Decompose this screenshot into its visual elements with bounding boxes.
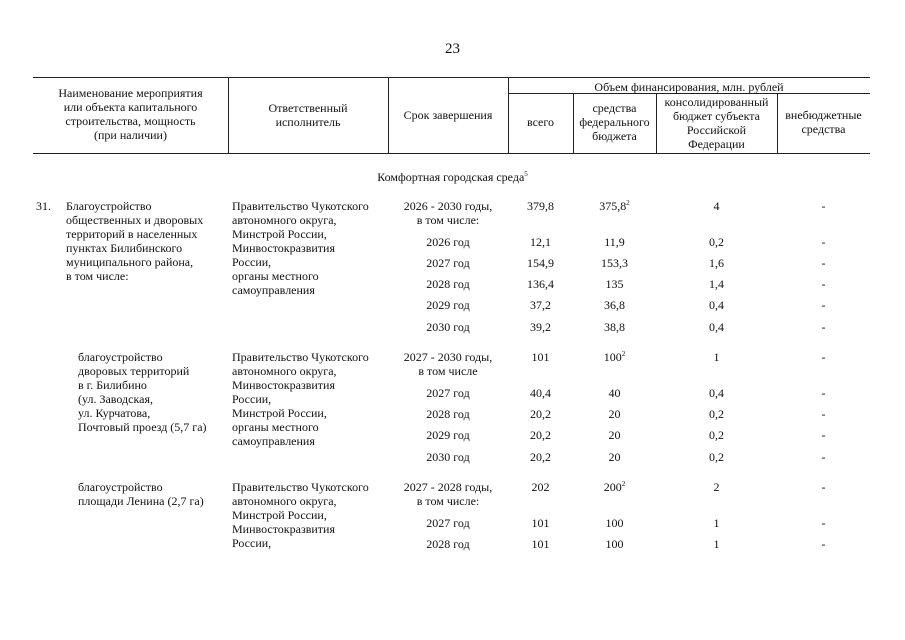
year-consolidated: 1,6	[709, 256, 724, 270]
year-federal: 135	[605, 277, 624, 291]
year-consolidated: 0,2	[709, 428, 724, 442]
row-total-federal: $200^2$	[603, 480, 626, 494]
year-offbudget: -	[821, 407, 826, 421]
section-title: Комфортная городская среда$^5$	[377, 170, 528, 184]
row-number: 31.	[36, 199, 51, 213]
row-name: благоустройство дворовых территорий в г. Билибино (ул. Заводская, ул. Курчатова, Почтовый проезд (5,7 га)	[78, 350, 207, 434]
year-offbudget: -	[821, 516, 826, 530]
year-label: 2026 год	[426, 235, 470, 249]
federal-footnote: 2	[626, 199, 630, 207]
header-offbudget: внебюджетные средства	[785, 108, 862, 136]
year-offbudget: -	[821, 298, 826, 312]
year-all: 20,2	[530, 450, 551, 464]
year-offbudget: -	[821, 386, 826, 400]
year-federal: 40	[608, 386, 621, 400]
row-name: Благоустройство общественных и дворовых территорий в населенных пунктах Билибинского муниципального района, в том числе:	[66, 199, 204, 283]
header-federal: средства федерального бюджета	[579, 101, 650, 143]
year-offbudget: -	[821, 537, 826, 551]
row-total-federal: $100^2$	[603, 350, 626, 364]
year-offbudget: -	[821, 450, 826, 464]
year-all: 136,4	[527, 277, 554, 291]
row-period: 2026 - 2030 годы, в том числе:	[403, 199, 493, 227]
year-all: 12,1	[530, 235, 551, 249]
year-label: 2029 год	[426, 298, 470, 312]
year-label: 2028 год	[426, 277, 470, 291]
year-federal: 20	[608, 428, 621, 442]
year-federal: 20	[608, 407, 621, 421]
federal-footnote: 2	[621, 350, 626, 358]
year-federal: 100	[605, 516, 624, 530]
row-period: 2027 - 2028 годы, в том числе:	[403, 480, 493, 508]
row-executor: Правительство Чукотского автономного округа, Минвостокразвития России, Минстрой России, органы местного самоуправления	[232, 350, 369, 448]
row-total-all: 379,8	[527, 199, 554, 213]
row-total-federal: 375,8$^2$	[599, 199, 630, 213]
year-offbudget: -	[821, 428, 826, 442]
year-label: 2029 год	[426, 428, 470, 442]
header-executor: Ответственный исполнитель	[268, 101, 348, 129]
year-all: 20,2	[530, 428, 551, 442]
year-federal: 20	[608, 450, 621, 464]
year-federal: 153,3	[601, 256, 628, 270]
year-offbudget: -	[821, 235, 826, 249]
year-all: 154,9	[527, 256, 554, 270]
row-executor: Правительство Чукотского автономного округа, Минстрой России, Минвостокразвития России,	[232, 480, 369, 550]
year-label: 2027 год	[426, 256, 470, 270]
row-total-offbudget: -	[821, 199, 826, 213]
year-consolidated: 1	[713, 516, 720, 530]
header-bottom-rule	[33, 153, 870, 154]
header-name: Наименование мероприятия или объекта капитального строительства, мощность (при наличии)	[58, 86, 203, 142]
year-label: 2028 год	[426, 537, 470, 551]
row-total-all: 202	[531, 480, 550, 494]
year-federal: 100	[605, 537, 624, 551]
section-footnote: 5	[524, 170, 528, 178]
year-all: 101	[531, 516, 550, 530]
year-federal: 36,8	[604, 298, 625, 312]
row-total-consolidated: 1	[713, 350, 720, 364]
year-label: 2030 год	[426, 450, 470, 464]
year-all: 37,2	[530, 298, 551, 312]
year-all: 20,2	[530, 407, 551, 421]
year-offbudget: -	[821, 256, 826, 270]
page-number: 23	[445, 41, 460, 57]
year-consolidated: 1,4	[709, 277, 724, 291]
year-consolidated: 0,2	[709, 235, 724, 249]
year-consolidated: 0,4	[709, 320, 724, 334]
year-consolidated: 0,4	[709, 386, 724, 400]
year-offbudget: -	[821, 277, 826, 291]
row-name: благоустройство площади Ленина (2,7 га)	[78, 480, 204, 508]
year-label: 2027 год	[426, 386, 470, 400]
header-deadline: Срок завершения	[403, 108, 493, 122]
year-all: 40,4	[530, 386, 551, 400]
year-label: 2027 год	[426, 516, 470, 530]
year-label: 2030 год	[426, 320, 470, 334]
year-federal: 38,8	[604, 320, 625, 334]
year-consolidated: 1	[713, 537, 720, 551]
row-total-offbudget: -	[821, 480, 826, 494]
row-total-all: 101	[531, 350, 550, 364]
row-period: 2027 - 2030 годы, в том числе	[403, 350, 493, 378]
year-consolidated: 0,4	[709, 298, 724, 312]
year-all: 39,2	[530, 320, 551, 334]
header-total: всего	[526, 115, 555, 129]
row-total-consolidated: 2	[713, 480, 720, 494]
row-executor: Правительство Чукотского автономного округа, Минстрой России, Минвостокразвития России, органы местного самоуправления	[232, 199, 369, 297]
header-consolidated: консолидированный бюджет субъекта Российской Федерации	[664, 95, 769, 151]
year-offbudget: -	[821, 320, 826, 334]
year-label: 2028 год	[426, 407, 470, 421]
year-federal: 11,9	[604, 235, 625, 249]
header-top-rule	[33, 77, 870, 78]
row-total-consolidated: 4	[713, 199, 720, 213]
row-total-offbudget: -	[821, 350, 826, 364]
federal-footnote: 2	[621, 480, 626, 488]
header-financing: Объем финансирования, млн. рублей	[594, 80, 784, 94]
year-consolidated: 0,2	[709, 407, 724, 421]
year-consolidated: 0,2	[709, 450, 724, 464]
year-all: 101	[531, 537, 550, 551]
